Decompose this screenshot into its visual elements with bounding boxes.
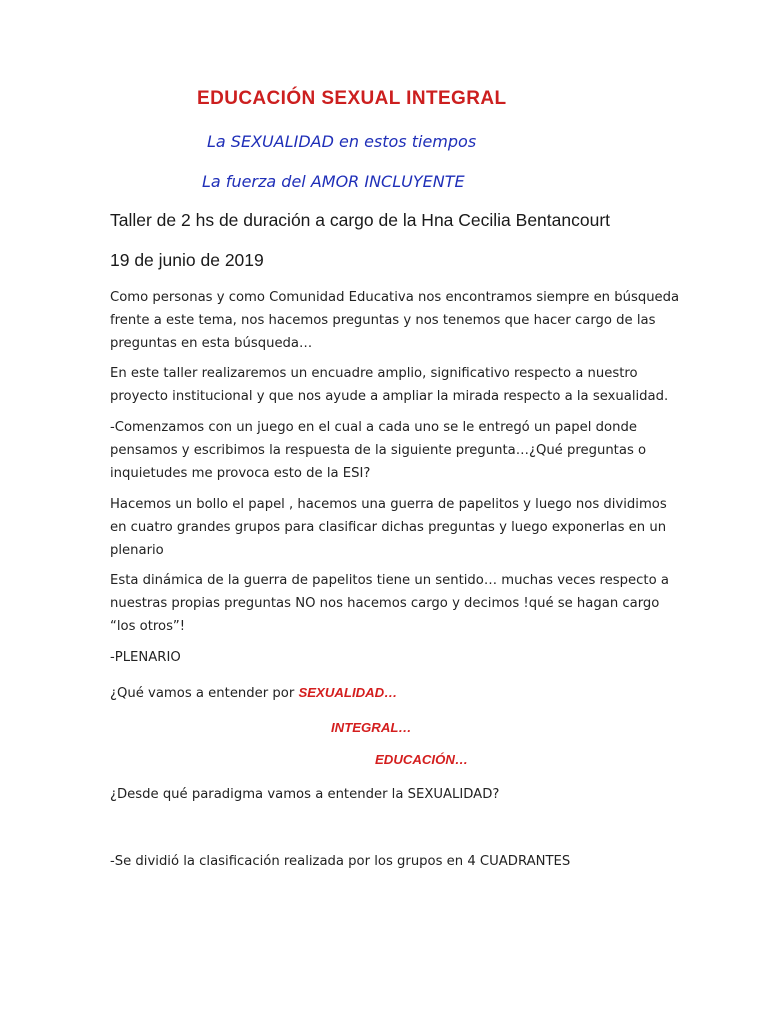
- paragraph-line: En este taller realizaremos un encuadre amplio, significativo respecto a nuestro: [110, 366, 638, 381]
- question-understanding: [110, 681, 670, 705]
- paragraph-line: preguntas en esta búsqueda…: [110, 336, 313, 351]
- paragraph-line: -Comenzamos con un juego en el cual a cada uno se le entregó un papel donde: [110, 420, 637, 435]
- quadrants-statement: -Se dividió la clasificación realizada por los grupos en 4 CUADRANTES: [110, 854, 571, 869]
- document-title: EDUCACIÓN SEXUAL INTEGRAL: [197, 88, 507, 109]
- workshop-info: Taller de 2 hs de duración a cargo de la Hna Cecilia Bentancourt: [110, 210, 611, 230]
- paragraph-line: nuestras propias preguntas NO nos hacemos cargo y decimos !qué se hagan cargo: [110, 596, 660, 611]
- paragraph-dynamic-meaning: [110, 569, 670, 638]
- question-prefix: ¿Qué vamos a entender por: [110, 686, 299, 701]
- paragraph-line: proyecto institucional y que nos ayude a ampliar la mirada respecto a la sexualidad.: [110, 389, 669, 404]
- paragraph-framework: [110, 362, 670, 408]
- term-integral-line: [331, 716, 531, 740]
- term-integral: INTEGRAL…: [331, 720, 412, 735]
- workshop-date: 19 de junio de 2019: [110, 250, 264, 270]
- paragraph-paper-war: [110, 493, 670, 562]
- subtitle-inclusive-love: La fuerza del AMOR INCLUYENTE: [202, 172, 465, 191]
- subtitle-sexuality-times: La SEXUALIDAD en estos tiempos: [207, 132, 477, 151]
- paragraph-line: Como personas y como Comunidad Educativa nos encontramos siempre en búsqueda: [110, 290, 680, 305]
- paragraph-line: inquietudes me provoca esto de la ESI?: [110, 466, 371, 481]
- paragraph-game: [110, 416, 670, 485]
- term-educacion-line: [375, 748, 575, 772]
- paragraph-line: frente a este tema, nos hacemos preguntas y nos tenemos que hacer cargo de las: [110, 313, 656, 328]
- paragraph-line: en cuatro grandes grupos para clasificar dichas preguntas y luego exponerlas en un: [110, 520, 667, 535]
- paragraph-line: pensamos y escribimos la respuesta de la siguiente pregunta…¿Qué preguntas o: [110, 443, 647, 458]
- term-educacion: EDUCACIÓN…: [375, 752, 469, 767]
- paragraph-line: plenario: [110, 543, 164, 558]
- paradigm-question: ¿Desde qué paradigma vamos a entender la SEXUALIDAD?: [110, 787, 500, 802]
- term-sexualidad: SEXUALIDAD…: [298, 685, 398, 700]
- paragraph-line: Esta dinámica de la guerra de papelitos tiene un sentido… muchas veces respecto a: [110, 573, 669, 588]
- paragraph-line: “los otros”!: [110, 619, 186, 634]
- paragraph-line: Hacemos un bollo el papel , hacemos una guerra de papelitos y luego nos dividimos: [110, 497, 667, 512]
- paragraph-intro: [110, 286, 680, 355]
- plenario-label: -PLENARIO: [110, 650, 181, 665]
